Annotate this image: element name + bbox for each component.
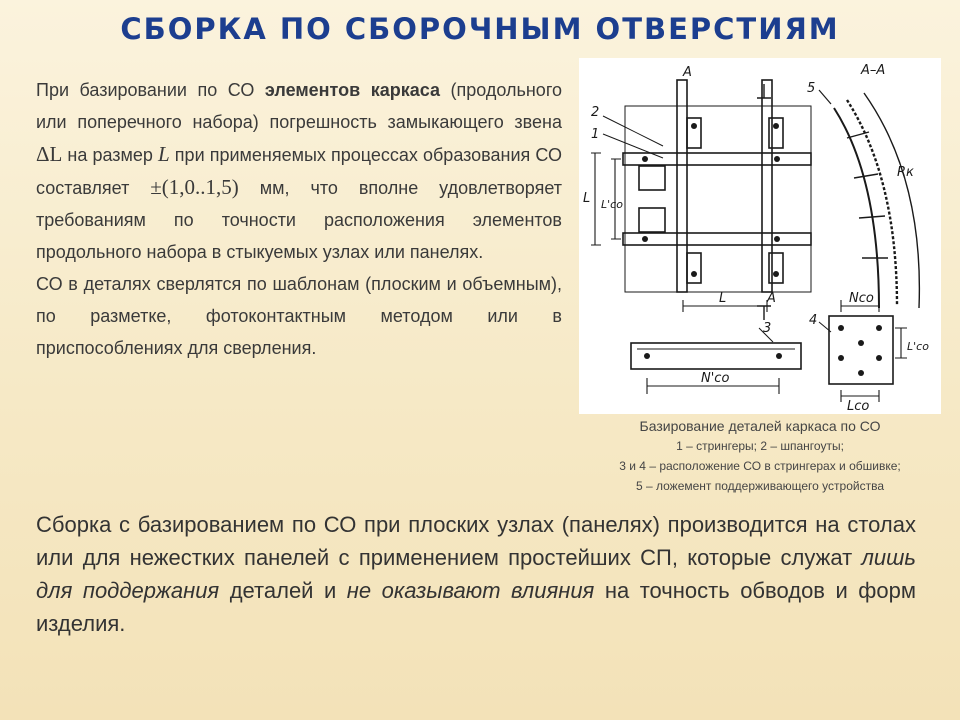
stringer-top xyxy=(623,153,811,165)
clip xyxy=(769,118,783,148)
stringer-bottom xyxy=(623,233,811,245)
caption-line-2: 3 и 4 – расположение СО в стрингерах и обшивке; xyxy=(619,459,901,473)
skin-curve-outer xyxy=(834,108,879,308)
frame-right xyxy=(762,80,772,292)
clip xyxy=(639,208,665,232)
paragraph-basing xyxy=(36,74,562,268)
label-4: 4 xyxy=(809,313,818,328)
label-nco: Nco xyxy=(849,291,874,306)
label-a-top: А xyxy=(683,65,692,80)
text-fragment: при применяемых процессах образования СО составляет xyxy=(36,145,562,198)
text-fragment: на точность обводов и форм изделия. xyxy=(36,578,917,636)
dim-l-vertical xyxy=(591,153,601,245)
label-1: 1 xyxy=(591,127,600,142)
piece3-holes xyxy=(644,353,782,359)
label-nco-prime: N'co xyxy=(701,371,730,386)
label-lco-vertical: L'co xyxy=(601,198,623,211)
caption-line-3: 5 – ложемент поддерживающего устройства xyxy=(635,479,885,493)
main-text-block xyxy=(36,74,562,364)
italic-emphasis: лишь для поддержания xyxy=(36,545,916,603)
bottom-paragraph xyxy=(36,508,916,640)
clip xyxy=(687,118,701,148)
clip xyxy=(639,166,665,190)
label-l-horizontal: L xyxy=(719,291,727,306)
leaders-1-2 xyxy=(603,116,663,158)
italic-emphasis: не оказывают влияния xyxy=(346,578,595,603)
label-a-bottom: А xyxy=(767,291,776,306)
label-lco-bottom: Lco xyxy=(847,399,870,414)
text-fragment: мм, что вполне удовлетворяет требованиям по точности расположения элементов продольного набора в стыкуемых узлах или панелях. xyxy=(36,178,562,262)
text-fragment: на размер xyxy=(62,145,159,165)
formula-range: ±(1,0..1,5) xyxy=(150,175,239,199)
formula-delta-l: ΔL xyxy=(36,142,63,166)
dim-lco-right xyxy=(895,328,907,358)
skin-curve-hatch xyxy=(847,100,897,306)
paragraph-drilling: СО в деталях сверлятся по шаблонам (плоским и объемным), по разметке, фотоконтактным методом или в приспособлениях для сверления. xyxy=(36,274,562,358)
text-fragment: Сборка с базированием по СО при плоских узлах (панелях) производится на столах или для нежестких панелей с применением простейших СП, которые служат xyxy=(36,512,916,570)
frame-left xyxy=(677,80,687,292)
assembly-figure xyxy=(579,58,941,414)
clip xyxy=(769,253,783,283)
label-rk: Rк xyxy=(897,165,914,180)
label-aa: А–А xyxy=(861,63,886,78)
text-fragment: деталей и xyxy=(219,578,347,603)
label-3: 3 xyxy=(763,321,772,336)
label-2: 2 xyxy=(591,105,600,120)
text-fragment: При базировании по СО xyxy=(36,80,265,100)
figure-caption xyxy=(575,416,945,496)
skin-holes xyxy=(838,325,882,376)
label-5: 5 xyxy=(807,81,816,96)
frame-drawing xyxy=(579,58,941,414)
page-title: СБОРКА ПО СБОРОЧНЫМ ОТВЕРСТИЯМ xyxy=(120,12,840,46)
cradle-curve xyxy=(864,93,919,308)
bold-term: элементов каркаса xyxy=(264,80,440,100)
clip xyxy=(687,253,701,283)
leader-5 xyxy=(819,90,831,104)
text-fragment: (продольного или поперечного набора) погрешность замыкающего звена xyxy=(36,80,562,132)
formula-l: L xyxy=(158,142,170,166)
caption-line-1: 1 – стрингеры; 2 – шпангоуты; xyxy=(676,439,844,453)
label-l-vertical: L xyxy=(583,191,591,206)
label-lco-right: L'co xyxy=(907,340,929,353)
stringer-piece-3 xyxy=(631,343,801,369)
caption-title: Базирование деталей каркаса по СО xyxy=(639,418,881,434)
